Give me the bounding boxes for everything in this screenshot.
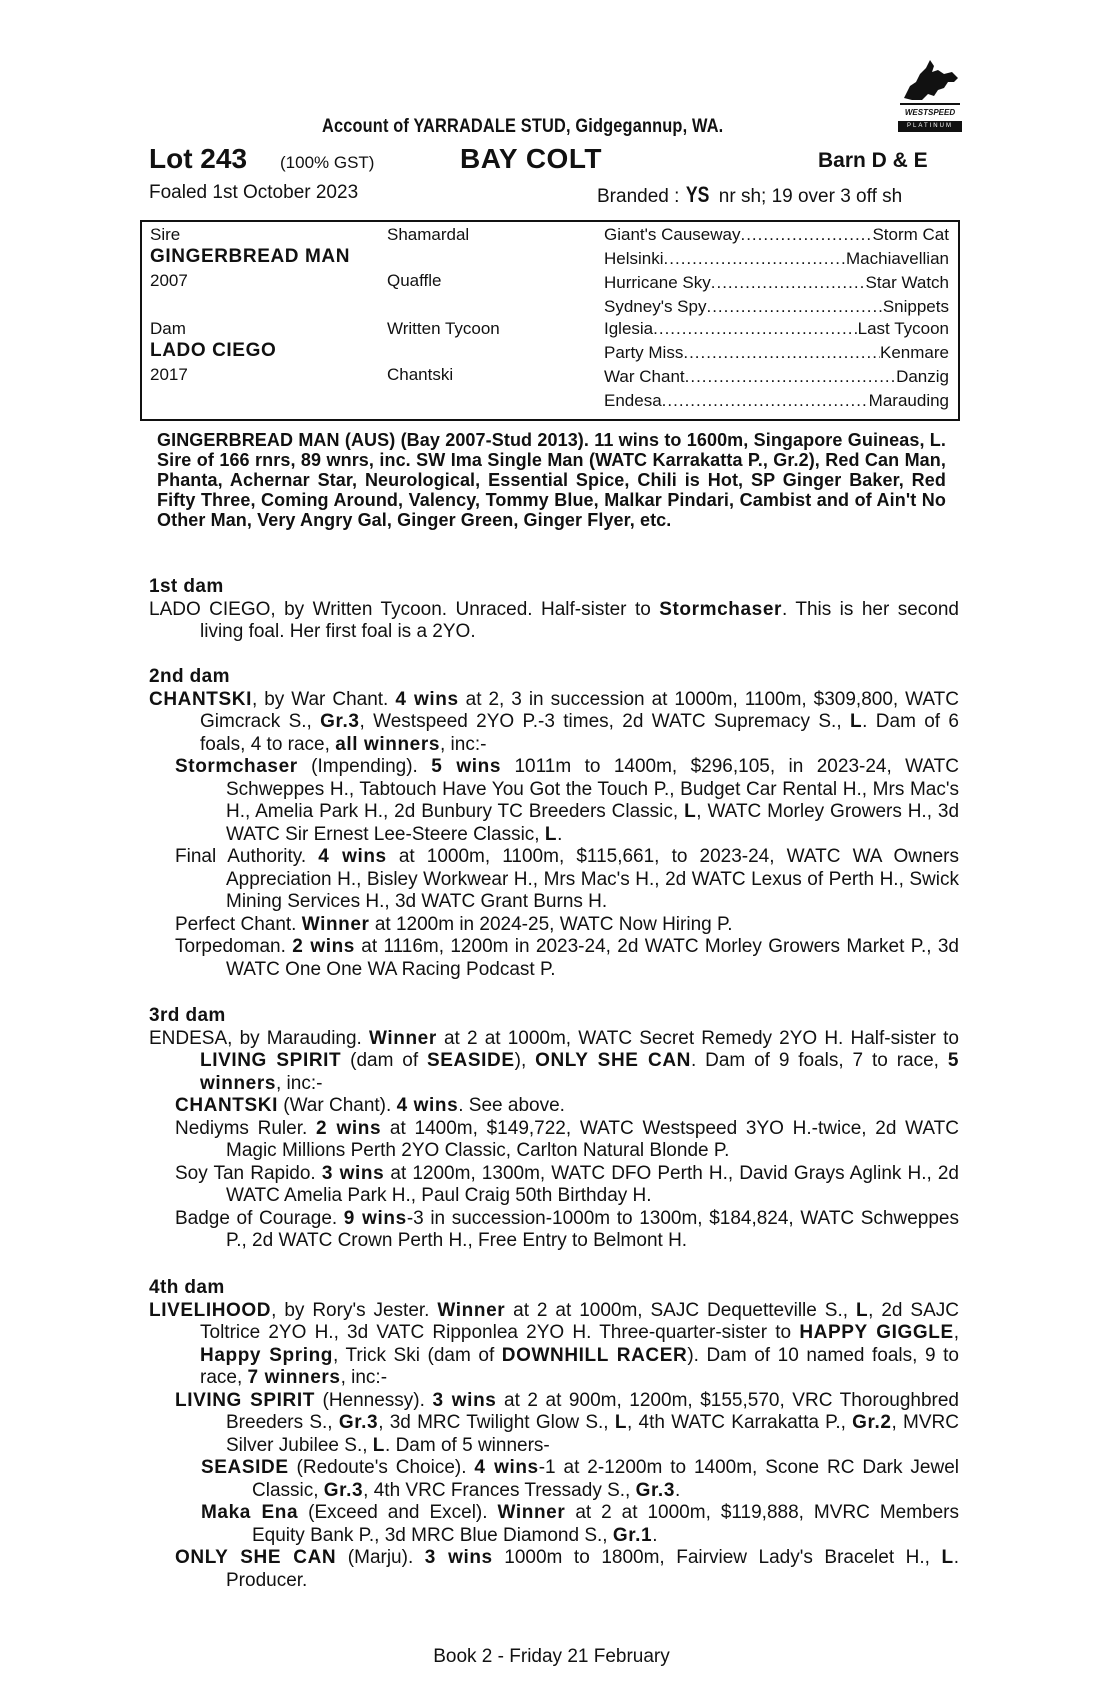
dam-entry: LIVELIHOOD, by Rory's Jester. Winner at 2 at 1000m, SAJC Dequetteville S., L, 2d SAJC Toltrice 2YO H., 3d VATC Ripponlea 2YO H. Three-quarter-sister to HAPPY GIGGLE, Happy Spring, Trick Ski (dam of DOWNHILL RACER). Dam of 10 named foals, 9 to race, 7 winners, inc:- — [149, 1299, 959, 1388]
lot-number: Lot 243 — [149, 143, 248, 174]
dam-entry: CHANTSKI, by War Chant. 4 wins at 2, 3 in succession at 1000m, 1100m, $309,800, WATC Gimcrack S., Gr.3, Westspeed 2YO P.-3 times, 2d WATC Supremacy S., L. Dam of 6 foals, 4 to race, all winners, inc:- — [149, 688, 959, 755]
pedigree-line: Hurricane Sky ..... Star Watch — [604, 272, 949, 294]
foaled-date: Foaled 1st October 2023 — [149, 182, 359, 203]
fourth-dam-section — [149, 1277, 959, 1592]
progeny-entry: Perfect Chant. Winner at 1200m in 2024-25, WATC Now Hiring P. — [175, 913, 733, 935]
dam-year: 2017 — [150, 365, 188, 384]
vendor-account: Account of YARRADALE STUD, Gidgegannup, WA. — [322, 116, 724, 137]
grand-progeny-entry: SEASIDE (Redoute's Choice). 4 wins-1 at 2-1200m to 1400m, Scone RC Dark Jewel Classic, Gr.3, 4th VRC Frances Tressady S., Gr.3. — [201, 1457, 959, 1501]
section-heading: 3rd dam — [149, 1005, 226, 1026]
progeny-entry: Soy Tan Rapido. 3 wins at 1200m, 1300m, WATC DFO Perth H., David Grays Aglink H., 2d WATC Amelia Park H., Paul Craig 50th Birthday H. — [175, 1162, 960, 1206]
branded-text: nr sh; 19 over 3 off sh — [718, 186, 903, 207]
pedigree-line: Endesa ..... Marauding — [604, 390, 949, 412]
pedigree-line: War Chant ..... Danzig — [604, 366, 949, 388]
progeny-entry: Nediyms Ruler. 2 wins at 1400m, $149,722, WATC Westspeed 3YO H.-twice, 2d WATC Magic Millions Perth 2YO Classic, Carlton Natural Blonde P. — [175, 1117, 959, 1161]
sire-label: Sire — [150, 225, 181, 244]
dam-entry: LADO CIEGO, by Written Tycoon. Unraced. Half-sister to Stormchaser. This is her second living foal. Her first foal is a 2YO. — [149, 598, 959, 642]
horse-description: BAY COLT — [460, 143, 602, 174]
progeny-entry: CHANTSKI (War Chant). 4 wins. See above. — [175, 1095, 565, 1116]
dam-dam: Chantski — [387, 365, 454, 384]
dam-label: Dam — [150, 319, 186, 338]
progeny-entry: ONLY SHE CAN (Marju). 3 wins 1000m to 1800m, Fairview Lady's Bracelet H., L. Producer. — [175, 1547, 959, 1591]
dam-sire: Written Tycoon — [387, 319, 500, 338]
progeny-entry: Torpedoman. 2 wins at 1116m, 1200m in 2023-24, 2d WATC Morley Growers Market P., 3d WATC One One WA Racing Podcast P. — [175, 936, 959, 980]
progeny-entry: LIVING SPIRIT (Hennessy). 3 wins at 2 at 900m, 1200m, $155,570, VRC Thoroughbred Breeders S., Gr.3, 3d MRC Twilight Glow S., L, 4th WATC Karrakatta P., Gr.2, MVRC Silver Jubilee S., L. Dam of 5 winners- — [175, 1389, 960, 1456]
progeny-entry: Stormchaser (Impending). 5 wins 1011m to 1400m, $296,105, in 2023-24, WATC Schweppes H., Tabtouch Have You Got the Touch P., Budget Car Rental H., Mrs Mac's H., Amelia Park H., 2d Bunbury TC Breeders Classic, L, WATC Morley Growers H., 3d WATC Sir Ernest Lee-Steere Classic, L. — [175, 756, 960, 845]
logo-wordmark: WESTSPEED — [904, 108, 956, 117]
brand-info — [597, 182, 902, 208]
sire-sire: Shamardal — [387, 225, 470, 244]
pedigree-line: Sydney's Spy ..... Snippets — [604, 296, 949, 318]
first-dam-section — [149, 576, 959, 644]
third-dam-section — [149, 1005, 959, 1253]
sire-dam: Quaffle — [387, 271, 442, 290]
dam-entry: ENDESA, by Marauding. Winner at 2 at 1000m, WATC Secret Remedy 2YO H. Half-sister to LIVING SPIRIT (dam of SEASIDE), ONLY SHE CAN. Dam of 9 foals, 7 to race, 5 winners, inc:- — [149, 1027, 959, 1094]
brand-mark-icon: YS — [686, 182, 710, 207]
logo-platinum-badge: PLATINUM — [898, 121, 962, 132]
pedigree-line: Party Miss ..... Kenmare — [604, 342, 949, 364]
dam-name: LADO CIEGO — [150, 340, 277, 361]
barn-location: Barn D & E — [818, 149, 928, 172]
grand-progeny-entry: Maka Ena (Exceed and Excel). Winner at 2 at 1000m, $119,888, MVRC Members Equity Bank P., 3d MRC Blue Diamond S., Gr.1. — [201, 1502, 960, 1546]
page-footer: Book 2 - Friday 21 February — [433, 1646, 670, 1667]
sire-name: GINGERBREAD MAN — [150, 246, 351, 267]
sire-summary: GINGERBREAD MAN (AUS) (Bay 2007-Stud 2013). 11 wins to 1600m, Singapore Guineas, L. Sire of 166 rnrs, 89 wnrs, inc. SW Ima Single Man (WATC Karrakatta P., Gr.2), Red Can Man, Phanta, Achernar Star, Neurological, Essential Spice, Chili is Hot, SP Ginger Baker, Red Fifty Three, Coming Around, Valency, Tommy Blue, Malkar Pindari, Cambist and of Ain't No Other Man, Very Angry Gal, Ginger Green, Ginger Flyer, etc. — [157, 430, 946, 530]
branded-label: Branded : — [597, 186, 680, 207]
pedigree-line: Giant's Causeway ..... Storm Cat — [604, 224, 949, 246]
pedigree-line: Helsinki ..... Machiavellian — [604, 248, 949, 270]
section-heading: 4th dam — [149, 1277, 225, 1298]
sire-year: 2007 — [150, 271, 188, 290]
gst-note: (100% GST) — [280, 153, 375, 172]
pedigree-table — [140, 220, 960, 421]
section-heading: 2nd dam — [149, 666, 230, 687]
pedigree-line: Iglesia ..... Last Tycoon — [604, 318, 949, 340]
section-heading: 1st dam — [149, 576, 224, 597]
second-dam-section — [149, 666, 959, 981]
progeny-entry: Badge of Courage. 9 wins-3 in succession-1000m to 1300m, $184,824, WATC Schweppes P., 2d WATC Crown Perth H., Free Entry to Belmont H. — [175, 1207, 959, 1251]
progeny-entry: Final Authority. 4 wins at 1000m, 1100m, $115,661, to 2023-24, WATC WA Owners Appreciation H., Bisley Workwear H., Mrs Mac's H., 2d WATC Lexus of Perth H., Swick Mining Services H., 3d WATC Grant Burns H. — [175, 846, 959, 912]
